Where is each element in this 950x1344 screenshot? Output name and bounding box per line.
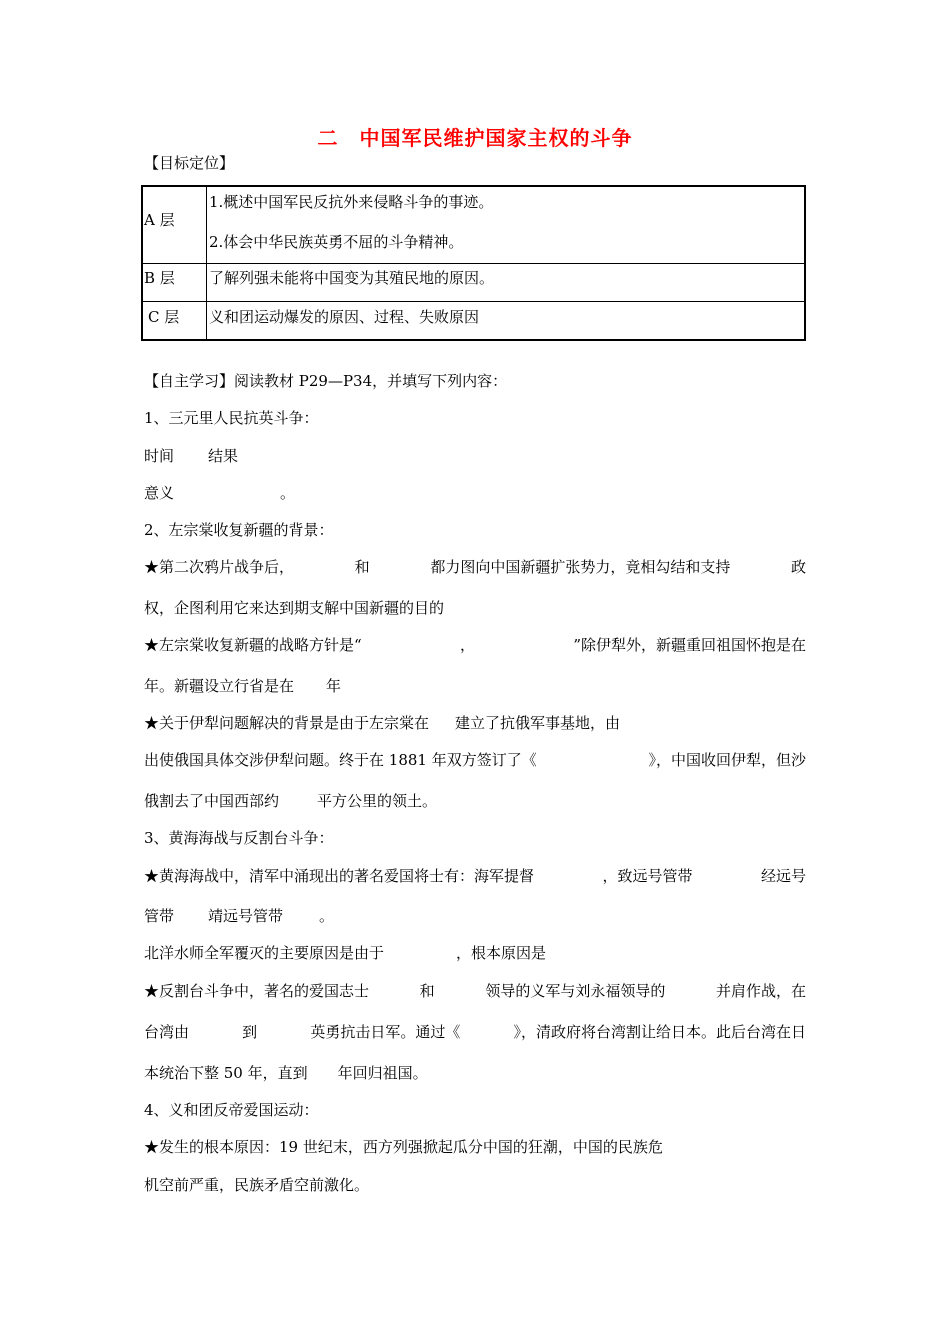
- section-3-title: 3、黄海海战与反割台斗争：: [144, 829, 334, 847]
- level-c-content: 义和团运动爆发的原因、过程、失败原因: [207, 301, 806, 340]
- level-a-content: [207, 186, 806, 263]
- goal-item: 2.体会中华民族英勇不屈的斗争精神。: [209, 233, 464, 251]
- table-row: [142, 301, 805, 340]
- section-1-title: 1、三元里人民抗英斗争：: [144, 409, 319, 427]
- text-line: 管带 靖远号管带 。: [144, 907, 335, 925]
- text-line: 时间 结果: [144, 447, 239, 465]
- page-title: 二 中国军民维护国家主权的斗争: [317, 126, 633, 150]
- text-line: ★左宗棠收复新疆的战略方针是“ ， ”除伊犁外，新疆重回祖国怀抱是在: [144, 636, 806, 654]
- level-b-content: 了解列强未能将中国变为其殖民地的原因。: [207, 263, 806, 301]
- goal-section-label: 【目标定位】: [144, 154, 235, 172]
- text-line: ★反割台斗争中，著名的爱国志士 和 领导的义军与刘永福领导的 并肩作战，在: [144, 982, 806, 1000]
- section-4-title: 4、义和团反帝爱国运动：: [144, 1101, 319, 1119]
- text-line: 权，企图利用它来达到期支解中国新疆的目的: [144, 599, 445, 617]
- level-b-cell: B 层: [142, 263, 207, 301]
- text-line: 出使俄国具体交涉伊犁问题。终于在 1881 年双方签订了《 》，中国收回伊犁，但沙: [144, 751, 806, 769]
- text-line: 俄割去了中国西部约 平方公里的领土。: [144, 792, 438, 810]
- text-line: 台湾由 到 英勇抗击日军。通过《 》，清政府将台湾割让给日本。此后台湾在日: [144, 1023, 806, 1041]
- text-line: 本统治下整 50 年，直到 年回归祖国。: [144, 1064, 428, 1082]
- self-study-intro: 【自主学习】阅读教材 P29—P34，并填写下列内容：: [144, 372, 508, 390]
- goals-table: [141, 185, 806, 341]
- table-row: [142, 263, 805, 301]
- text-line: ★黄海海战中，清军中涌现出的著名爱国将士有：海军提督 ，致远号管带 经远号: [144, 867, 806, 885]
- goal-item: 1.概述中国军民反抗外来侵略斗争的事迹。: [209, 193, 494, 211]
- text-line: ★关于伊犁问题解决的背景是由于左宗棠在 建立了抗俄军事基地，由: [144, 714, 621, 732]
- text-line: 北洋水师全军覆灭的主要原因是由于 ，根本原因是: [144, 944, 547, 962]
- level-a-cell: A 层: [142, 186, 207, 263]
- text-line: 年。新疆设立行省是在 年: [144, 677, 342, 695]
- text-line: ★发生的根本原因：19 世纪末，西方列强掀起瓜分中国的狂潮，中国的民族危: [144, 1138, 663, 1156]
- table-row: [142, 186, 805, 263]
- text-line: 机空前严重，民族矛盾空前激化。: [144, 1176, 370, 1194]
- text-line: 意义 。: [144, 484, 296, 502]
- text-line: ★第二次鸦片战争后， 和 都力图向中国新疆扩张势力，竟相勾结和支持 政: [144, 558, 806, 576]
- section-2-title: 2、左宗棠收复新疆的背景：: [144, 521, 334, 539]
- level-c-cell: C 层: [142, 301, 207, 340]
